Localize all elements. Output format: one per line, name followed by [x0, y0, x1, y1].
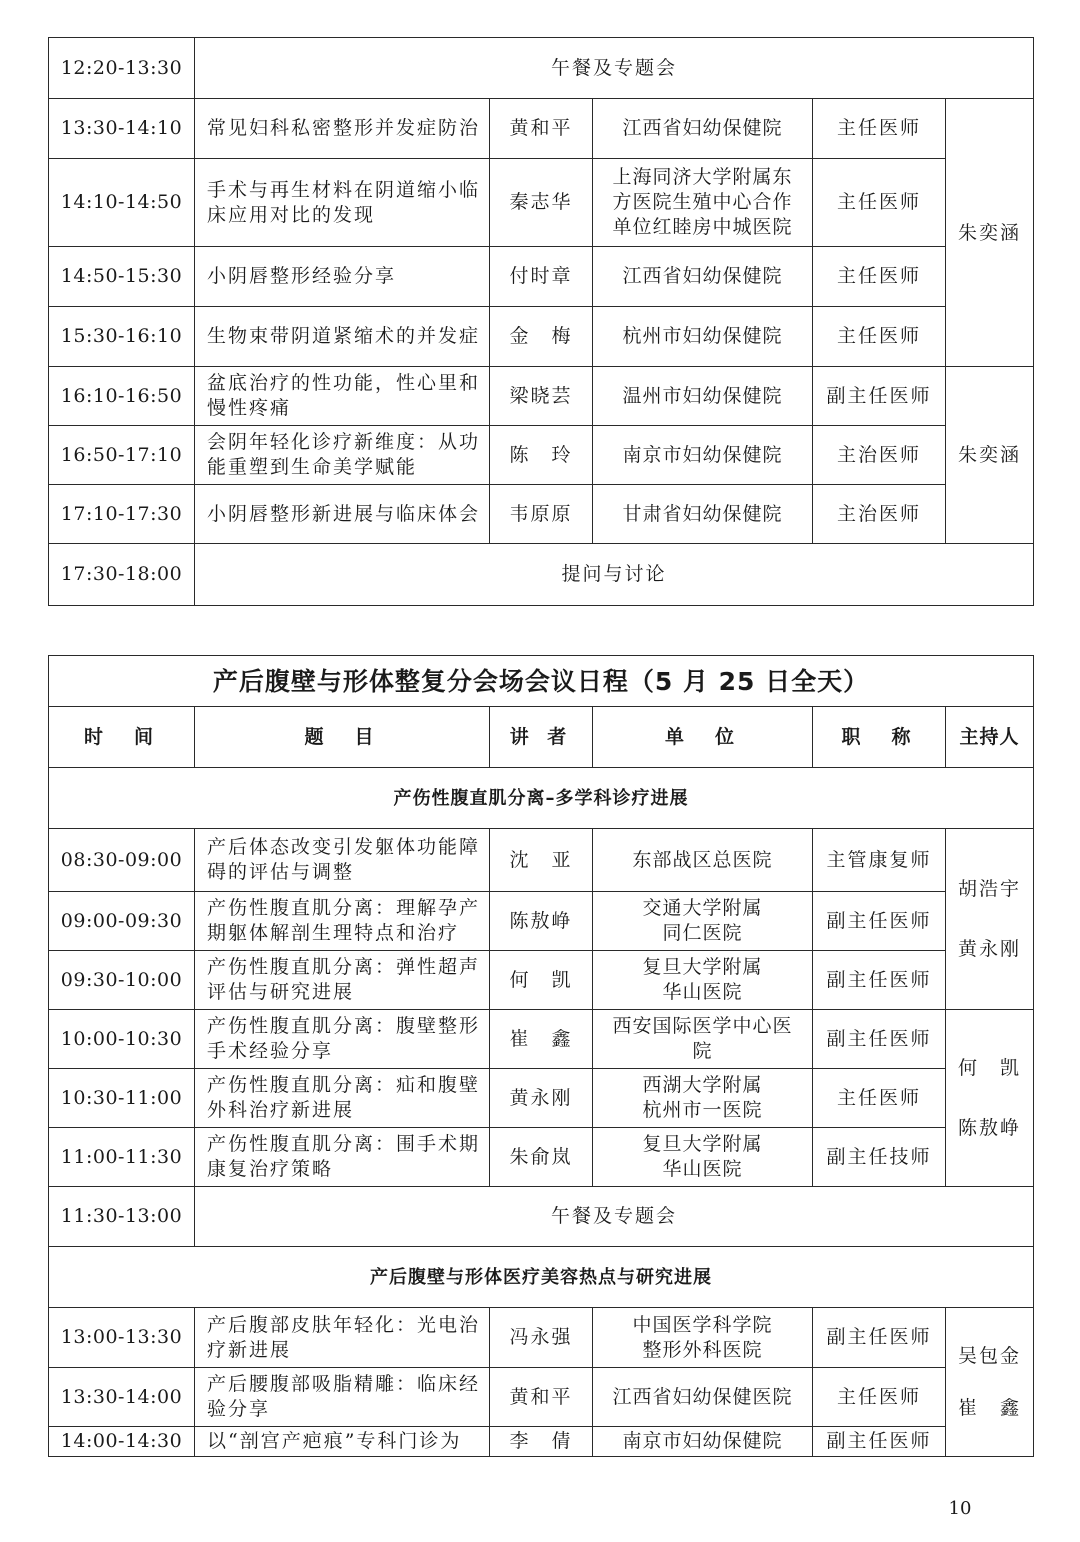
org-cell [593, 1128, 813, 1187]
time-cell: 14:00-14:30 [49, 1427, 195, 1457]
table-row [49, 38, 1034, 99]
topic-cell: 产伤性腹直肌分离：围手术期康复治疗策略 [195, 1128, 490, 1187]
topic-cell: 产伤性腹直肌分离：弹性超声评估与研究进展 [195, 951, 490, 1010]
time-cell: 10:00-10:30 [49, 1010, 195, 1069]
table-row [49, 1308, 1034, 1368]
table-row [49, 951, 1034, 1010]
speaker-cell: 陈敖峥 [490, 892, 593, 951]
speaker-cell: 黄和平 [490, 1368, 593, 1427]
schedule-table-postpartum [48, 655, 1034, 1457]
job-title-cell: 主管康复师 [813, 829, 946, 892]
speaker-cell: 冯永强 [490, 1308, 593, 1368]
topic-cell: 以“剖宫产疤痕”专科门诊为 [195, 1427, 490, 1457]
topic-cell: 常见妇科私密整形并发症防治 [195, 99, 490, 159]
org-cell: 甘肃省妇幼保健院 [593, 485, 813, 544]
org-cell: 西安国际医学中心医院 [593, 1010, 813, 1069]
speaker-cell: 陈 玲 [490, 426, 593, 485]
job-title-cell: 副主任医师 [813, 1427, 946, 1457]
time-cell: 09:30-10:00 [49, 951, 195, 1010]
time-cell: 13:00-13:30 [49, 1308, 195, 1368]
org-cell: 南京市妇幼保健院 [593, 426, 813, 485]
topic-cell: 盆底治疗的性功能，性心里和慢性疼痛 [195, 367, 490, 426]
table-row [49, 307, 1034, 367]
speaker-cell: 金 梅 [490, 307, 593, 367]
job-title-cell: 副主任医师 [813, 1010, 946, 1069]
org-cell [593, 892, 813, 951]
org-line: 交通大学附属 [642, 897, 763, 919]
header-time: 时 间 [49, 707, 195, 768]
org-line: 杭州市一医院 [642, 1099, 763, 1121]
host-name: 陈敖峥 [958, 1117, 1022, 1139]
org-cell [593, 1069, 813, 1128]
host-name: 何 凯 [958, 1057, 1022, 1079]
org-line: 整形外科医院 [642, 1338, 763, 1361]
speaker-cell: 付时章 [490, 247, 593, 307]
topic-cell: 手术与再生材料在阴道缩小临床应用对比的发现 [195, 159, 490, 247]
header-job-title: 职 称 [813, 707, 946, 768]
table-title: 产后腹壁与形体整复分会场会议日程（5 月 25 日全天） [49, 656, 1034, 707]
speaker-cell: 李 倩 [490, 1427, 593, 1457]
section-row [49, 1247, 1034, 1308]
org-cell: 江西省妇幼保健院 [593, 99, 813, 159]
speaker-cell: 何 凯 [490, 951, 593, 1010]
speaker-cell: 沈 亚 [490, 829, 593, 892]
time-cell: 09:00-09:30 [49, 892, 195, 951]
topic-cell: 产后体态改变引发躯体功能障碍的评估与调整 [195, 829, 490, 892]
speaker-cell: 崔 鑫 [490, 1010, 593, 1069]
time-cell: 08:30-09:00 [49, 829, 195, 892]
table-row [49, 367, 1034, 426]
host-cell [946, 1010, 1034, 1187]
host-cell [946, 829, 1034, 1010]
table-row [49, 1187, 1034, 1247]
topic-cell: 产后腰腹部吸脂精雕：临床经验分享 [195, 1368, 490, 1427]
time-cell: 17:10-17:30 [49, 485, 195, 544]
topic-cell: 产伤性腹直肌分离：疝和腹壁外科治疗新进展 [195, 1069, 490, 1128]
table-row [49, 485, 1034, 544]
job-title-cell: 主治医师 [813, 485, 946, 544]
table-title-row [49, 656, 1034, 707]
org-cell: 温州市妇幼保健院 [593, 367, 813, 426]
table-row [49, 159, 1034, 247]
topic-cell: 小阴唇整形经验分享 [195, 247, 490, 307]
host-cell: 朱奕涵 [946, 367, 1034, 544]
job-title-cell: 主治医师 [813, 426, 946, 485]
time-cell: 10:30-11:00 [49, 1069, 195, 1128]
topic-cell: 产后腹部皮肤年轻化：光电治疗新进展 [195, 1308, 490, 1368]
time-cell: 14:10-14:50 [49, 159, 195, 247]
org-line: 华山医院 [662, 981, 743, 1003]
page-number: 10 [948, 1498, 972, 1519]
job-title-cell: 副主任医师 [813, 1308, 946, 1368]
time-cell: 17:30-18:00 [49, 544, 195, 606]
org-cell [593, 951, 813, 1010]
org-line: 复旦大学附属 [642, 956, 763, 978]
table-header-row [49, 707, 1034, 768]
time-cell: 13:30-14:00 [49, 1368, 195, 1427]
time-cell: 15:30-16:10 [49, 307, 195, 367]
table-row [49, 892, 1034, 951]
time-cell: 16:10-16:50 [49, 367, 195, 426]
table-row [49, 1010, 1034, 1069]
topic-cell: 会阴年轻化诊疗新维度：从功能重塑到生命美学赋能 [195, 426, 490, 485]
header-topic: 题 目 [195, 707, 490, 768]
job-title-cell: 主任医师 [813, 307, 946, 367]
discussion-cell: 提问与讨论 [195, 544, 1034, 606]
table-row [49, 426, 1034, 485]
time-cell: 14:50-15:30 [49, 247, 195, 307]
lunch-cell: 午餐及专题会 [195, 1187, 1034, 1247]
table-row [49, 99, 1034, 159]
table-row [49, 247, 1034, 307]
section-row [49, 768, 1034, 829]
table-row [49, 1069, 1034, 1128]
section-title: 产后腹壁与形体医疗美容热点与研究进展 [49, 1247, 1034, 1308]
host-name: 黄永刚 [958, 938, 1022, 960]
time-cell: 16:50-17:10 [49, 426, 195, 485]
speaker-cell: 梁晓芸 [490, 367, 593, 426]
topic-cell: 产伤性腹直肌分离：理解孕产期躯体解剖生理特点和治疗 [195, 892, 490, 951]
header-org: 单 位 [593, 707, 813, 768]
org-cell: 东部战区总医院 [593, 829, 813, 892]
org-cell: 江西省妇幼保健医院 [593, 1368, 813, 1427]
org-line: 中国医学科学院 [632, 1313, 773, 1336]
schedule-table-continued [48, 37, 1034, 606]
host-name: 胡浩宇 [958, 878, 1022, 900]
speaker-cell: 黄永刚 [490, 1069, 593, 1128]
time-cell: 11:00-11:30 [49, 1128, 195, 1187]
lunch-cell: 午餐及专题会 [195, 38, 1034, 99]
time-cell: 11:30-13:00 [49, 1187, 195, 1247]
job-title-cell: 主任医师 [813, 1368, 946, 1427]
org-line: 复旦大学附属 [642, 1133, 763, 1155]
table-row [49, 544, 1034, 606]
org-line: 华山医院 [662, 1158, 743, 1180]
job-title-cell: 主任医师 [813, 99, 946, 159]
job-title-cell: 主任医师 [813, 159, 946, 247]
header-speaker: 讲 者 [490, 707, 593, 768]
org-cell: 上海同济大学附属东方医院生殖中心合作单位红睦房中城医院 [593, 159, 813, 247]
topic-cell: 生物束带阴道紧缩术的并发症 [195, 307, 490, 367]
topic-cell: 产伤性腹直肌分离：腹壁整形手术经验分享 [195, 1010, 490, 1069]
host-cell [946, 1308, 1034, 1457]
speaker-cell: 朱俞岚 [490, 1128, 593, 1187]
org-line: 西湖大学附属 [642, 1074, 763, 1096]
host-cell: 朱奕涵 [946, 99, 1034, 367]
org-cell: 杭州市妇幼保健院 [593, 307, 813, 367]
table-row [49, 1128, 1034, 1187]
job-title-cell: 副主任医师 [813, 367, 946, 426]
table-row [49, 1368, 1034, 1427]
table-row [49, 1427, 1034, 1457]
org-cell: 南京市妇幼保健院 [593, 1427, 813, 1457]
job-title-cell: 副主任技师 [813, 1128, 946, 1187]
time-cell: 12:20-13:30 [49, 38, 195, 99]
org-cell: 江西省妇幼保健院 [593, 247, 813, 307]
speaker-cell: 韦原原 [490, 485, 593, 544]
org-line: 同仁医院 [662, 922, 743, 944]
job-title-cell: 主任医师 [813, 1069, 946, 1128]
topic-cell: 小阴唇整形新进展与临床体会 [195, 485, 490, 544]
org-cell [593, 1308, 813, 1368]
job-title-cell: 主任医师 [813, 247, 946, 307]
header-host: 主持人 [946, 707, 1034, 768]
speaker-cell: 秦志华 [490, 159, 593, 247]
host-name: 吴包金 [958, 1345, 1022, 1367]
job-title-cell: 副主任医师 [813, 892, 946, 951]
job-title-cell: 副主任医师 [813, 951, 946, 1010]
section-title: 产伤性腹直肌分离–多学科诊疗进展 [49, 768, 1034, 829]
host-name: 崔 鑫 [958, 1397, 1022, 1419]
time-cell: 13:30-14:10 [49, 99, 195, 159]
speaker-cell: 黄和平 [490, 99, 593, 159]
table-row [49, 829, 1034, 892]
